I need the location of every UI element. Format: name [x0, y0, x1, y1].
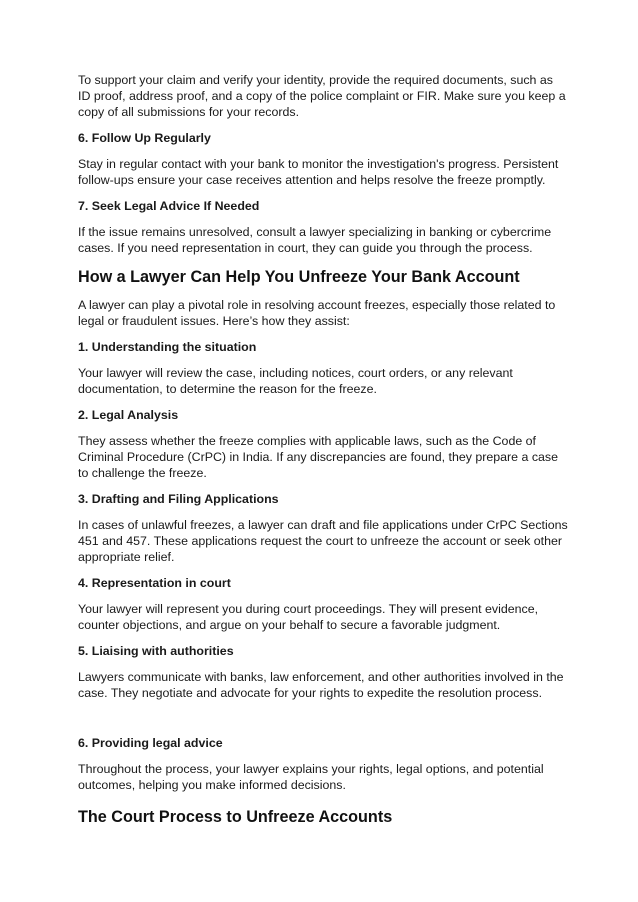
- lawyer-item-1-title: 1. Understanding the situation: [78, 340, 257, 354]
- lawyer-section-heading: How a Lawyer Can Help You Unfreeze Your Bank Account: [78, 268, 520, 286]
- lawyer-item-1-text: Your lawyer will review the case, including notices, court orders, or any relevant documentation, to determine the reason for the freeze.: [78, 366, 513, 396]
- lawyer-item-6-title: 6. Providing legal advice: [78, 736, 223, 750]
- court-section-heading: The Court Process to Unfreeze Accounts: [78, 808, 393, 826]
- lawyer-item-5-title: 5. Liaising with authorities: [78, 644, 234, 658]
- intro-paragraph: To support your claim and verify your identity, provide the required documents, such as ID proof, address proof, and a copy of the police complaint or FIR. Make sure you keep a copy of all submissions for your records.: [78, 73, 566, 119]
- document-page: [78, 72, 568, 827]
- step-7-title: 7. Seek Legal Advice If Needed: [78, 199, 260, 213]
- step-7-text: If the issue remains unresolved, consult a lawyer specializing in banking or cybercrime cases. If you need representation in court, they can guide you through the process.: [78, 225, 552, 255]
- step-6-text: Stay in regular contact with your bank to monitor the investigation's progress. Persistent follow-ups ensure your case receives attention and helps resolve the freeze promptly.: [78, 157, 559, 187]
- lawyer-item-6-text: Throughout the process, your lawyer explains your rights, legal options, and potential outcomes, helping you make informed decisions.: [78, 762, 544, 792]
- lawyer-item-4-title: 4. Representation in court: [78, 576, 231, 590]
- lawyer-item-2-text: They assess whether the freeze complies with applicable laws, such as the Code of Criminal Procedure (CrPC) in India. If any discrepancies are found, they prepare a case to challenge the freeze.: [78, 434, 559, 480]
- lawyer-item-3-title: 3. Drafting and Filing Applications: [78, 492, 279, 506]
- step-6-title: 6. Follow Up Regularly: [78, 131, 211, 145]
- lawyer-item-2-title: 2. Legal Analysis: [78, 408, 179, 422]
- lawyer-item-4-text: Your lawyer will represent you during court proceedings. They will present evidence, counter objections, and argue on your behalf to secure a favorable judgment.: [78, 602, 539, 632]
- lawyer-item-3-text: In cases of unlawful freezes, a lawyer can draft and file applications under CrPC Sections 451 and 457. These applications request the court to unfreeze the account or seek other appropriate relief.: [78, 518, 568, 564]
- lawyer-item-5-text: Lawyers communicate with banks, law enforcement, and other authorities involved in the case. They negotiate and advocate for your rights to expedite the resolution process.: [78, 670, 564, 700]
- lawyer-section-intro: A lawyer can play a pivotal role in resolving account freezes, especially those related to legal or fraudulent issues. Here’s how they assist:: [78, 298, 556, 328]
